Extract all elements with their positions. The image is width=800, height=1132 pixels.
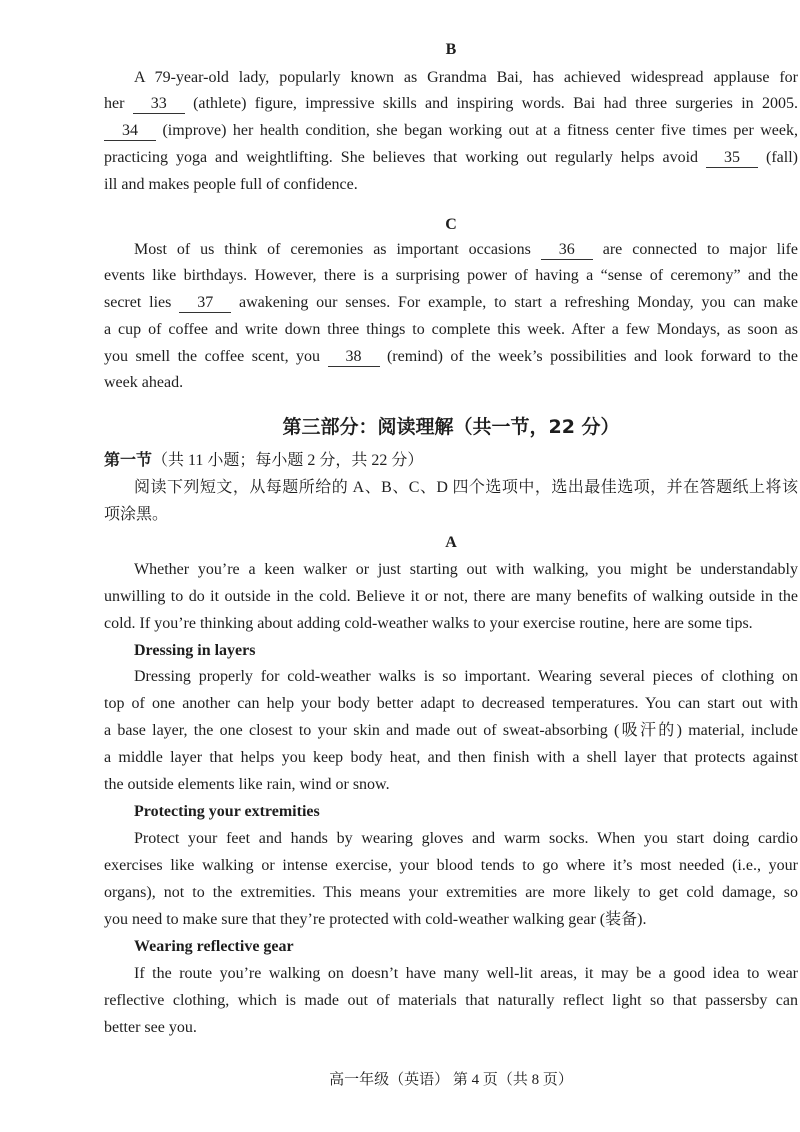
text-segment: awakening our senses. For example, to start a refreshing Monday, you can make bbox=[231, 294, 798, 311]
instruction-line bbox=[134, 477, 798, 499]
text-line bbox=[134, 666, 798, 688]
text-segment: are connected to major life bbox=[592, 241, 798, 258]
text-line bbox=[134, 963, 798, 985]
text-line bbox=[134, 559, 798, 581]
text-line bbox=[104, 693, 798, 715]
section-letter bbox=[104, 214, 798, 236]
text-segment: you need to make sure that they’re protected with cold-weather walking gear (装备). bbox=[104, 911, 647, 928]
instruction-line bbox=[104, 504, 798, 526]
text-segment: a middle layer that helps you keep body heat, and then finish with a shell layer that protects against bbox=[104, 749, 798, 766]
text-line bbox=[104, 586, 798, 608]
bold-label: 第一节 bbox=[104, 452, 153, 469]
text-line bbox=[104, 720, 798, 742]
text-segment: Dressing properly for cold-weather walks is so important. Wearing several pieces of clothing on bbox=[134, 668, 798, 685]
text-segment: you smell the coffee scent, you bbox=[104, 348, 328, 365]
answer-blank: 34 bbox=[104, 122, 156, 141]
section-letter bbox=[104, 39, 798, 61]
text-line bbox=[104, 747, 798, 769]
text-line bbox=[104, 990, 798, 1012]
text-line bbox=[104, 346, 798, 368]
text-segment: ill and makes people full of confidence. bbox=[104, 176, 358, 193]
text-line bbox=[134, 67, 798, 89]
text-segment: Dressing in layers bbox=[134, 642, 256, 659]
text-line bbox=[104, 147, 798, 169]
text-segment: a cup of coffee and write down three things to complete this week. After a few Mondays, as soon as bbox=[104, 321, 798, 338]
part-title bbox=[104, 416, 798, 438]
answer-blank: 33 bbox=[133, 95, 185, 114]
answer-blank: 37 bbox=[179, 294, 231, 313]
subheading bbox=[134, 801, 800, 823]
text-segment: A 79-year-old lady, popularly known as Grandma Bai, has achieved widespread applause for bbox=[134, 69, 798, 86]
subheading bbox=[134, 640, 800, 662]
text-segment: Whether you’re a keen walker or just starting out with walking, you might be understandably bbox=[134, 561, 798, 578]
text-line bbox=[104, 909, 798, 931]
text-segment: (improve) her health condition, she began working out at a fitness center five times per week, bbox=[156, 122, 798, 139]
text-line bbox=[104, 1017, 798, 1039]
answer-blank: 38 bbox=[328, 348, 380, 367]
text-segment: reflective clothing, which is made out of materials that naturally reflect light so that passersby can bbox=[104, 992, 798, 1009]
page-footer bbox=[104, 1069, 798, 1091]
text-line bbox=[104, 174, 798, 196]
text-line bbox=[104, 855, 798, 877]
subsection-title bbox=[104, 450, 798, 472]
text-segment: organs), not to the extremities. This means your extremities are more likely to get cold damage, so bbox=[104, 884, 798, 901]
text-segment: Protecting your extremities bbox=[134, 803, 320, 820]
text-line bbox=[134, 828, 798, 850]
text-segment: secret lies bbox=[104, 294, 180, 311]
text-segment: Most of us think of ceremonies as important occasions bbox=[134, 241, 541, 258]
text-segment: Protect your feet and hands by wearing gloves and warm socks. When you start doing cardio bbox=[134, 830, 798, 847]
text-segment: week ahead. bbox=[104, 374, 184, 391]
text-line bbox=[104, 774, 798, 796]
text-segment: 高一年级（英语） 第 4 页（共 8 页） bbox=[329, 1072, 573, 1088]
text-segment: Wearing reflective gear bbox=[134, 938, 294, 955]
text-segment: A bbox=[445, 534, 457, 551]
text-segment: (remind) of the week’s possibilities and look forward to the bbox=[379, 348, 798, 365]
text-segment: events like birthdays. However, there is a surprising power of having a “sense of ceremony” and the bbox=[104, 267, 798, 284]
text-line bbox=[104, 265, 798, 287]
section-letter bbox=[104, 532, 798, 554]
text-segment: （共 11 小题；每小题 2 分，共 22 分） bbox=[152, 452, 424, 469]
text-segment: practicing yoga and weightlifting. She believes that working out regularly helps avoid bbox=[104, 149, 707, 166]
text-line bbox=[104, 292, 798, 314]
text-segment: (fall) bbox=[758, 149, 798, 166]
text-segment: B bbox=[445, 41, 457, 58]
text-segment: her bbox=[104, 95, 133, 112]
text-line bbox=[104, 93, 798, 115]
answer-blank: 35 bbox=[706, 149, 758, 168]
text-segment: the outside elements like rain, wind or snow. bbox=[104, 776, 390, 793]
text-segment: cold. If you’re thinking about adding cold-weather walks to your exercise routine, here are some tips. bbox=[104, 615, 753, 632]
text-segment: 阅读下列短文，从每题所给的 A、B、C、D 四个选项中，选出最佳选项，并在答题纸上将该 bbox=[134, 479, 798, 496]
text-segment: top of one another can help your body better adapt to decreased temperatures. You can start out with bbox=[104, 695, 798, 712]
text-segment: unwilling to do it outside in the cold. Believe it or not, there are many benefits of walking outside in the bbox=[104, 588, 798, 605]
text-segment: exercises like walking or intense exercise, your blood tends to go where it’s most needed (i.e., your bbox=[104, 857, 798, 874]
text-line bbox=[134, 239, 798, 261]
text-line bbox=[104, 120, 798, 142]
text-line bbox=[104, 319, 798, 341]
text-segment: 项涂黑。 bbox=[104, 506, 169, 523]
text-line bbox=[104, 882, 798, 904]
text-segment: C bbox=[445, 216, 457, 233]
text-line bbox=[104, 613, 798, 635]
answer-blank: 36 bbox=[541, 241, 593, 260]
text-line bbox=[104, 372, 798, 394]
text-segment: (athlete) figure, impressive skills and inspiring words. Bai had three surgeries in 2005. bbox=[184, 95, 798, 112]
text-segment: better see you. bbox=[104, 1019, 197, 1036]
text-segment: If the route you’re walking on doesn’t have many well-lit areas, it may be a good idea to wear bbox=[134, 965, 798, 982]
subheading bbox=[134, 936, 800, 958]
text-segment: 第三部分：阅读理解（共一节，22 分） bbox=[282, 416, 620, 438]
text-segment: a base layer, the one closest to your skin and made out of sweat-absorbing (吸汗的) material, include bbox=[104, 722, 798, 739]
